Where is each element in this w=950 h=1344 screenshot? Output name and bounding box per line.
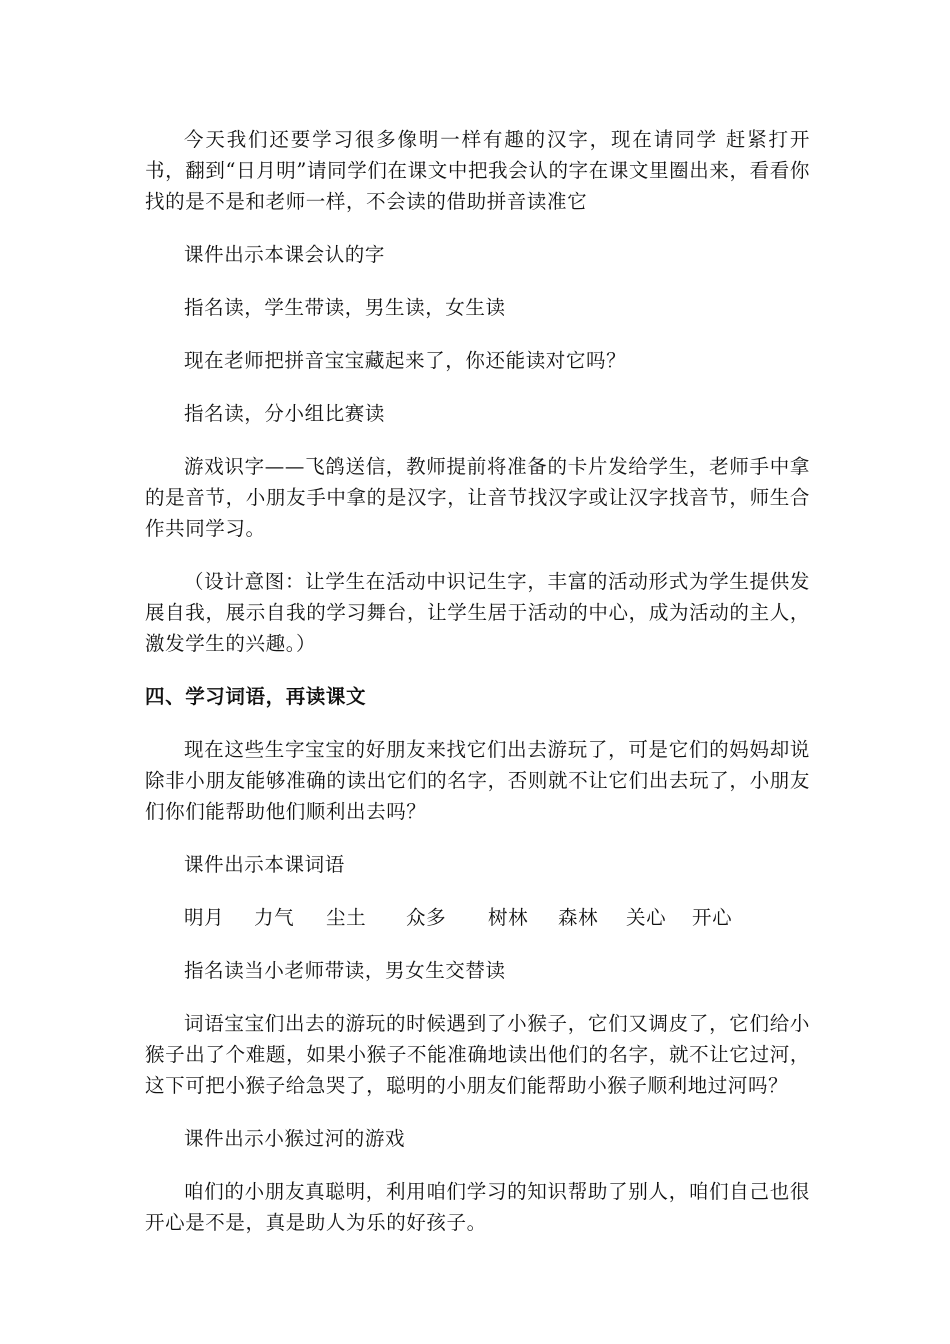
document-page xyxy=(145,124,810,1260)
vocabulary-word: 开心 xyxy=(692,906,733,929)
section-heading-4: 四、学习词语，再读课文 xyxy=(145,685,367,708)
vocabulary-word: 树林 xyxy=(488,906,529,929)
paragraph-game: 游戏识字——飞鸽送信，教师提前将准备的卡片发给学生，老师手中拿的是音节，小朋友手中拿的是汉字，让音节找汉字或让汉字找音节，师生合作共同学习。 xyxy=(145,455,810,540)
paragraph-design-intent: （设计意图：让学生在活动中识记生字，丰富的活动形式为学生提供发展自我，展示自我的学习舞台，让学生居于活动的中心，成为活动的主人，激发学生的兴趣。） xyxy=(145,570,810,655)
vocabulary-word: 关心 xyxy=(626,906,667,929)
vocabulary-word: 明月 xyxy=(184,906,225,929)
vocabulary-word: 森林 xyxy=(558,906,599,929)
paragraph-intro: 今天我们还要学习很多像明一样有趣的汉字，现在请同学 赶紧打开书，翻到“日月明”请同学们在课文中把我会认的字在课文里圈出来，看看你找的是不是和老师一样，不会读的借助拼音读准它 xyxy=(145,128,810,213)
paragraph-alternate-reading: 指名读当小老师带读，男女生交替读 xyxy=(184,959,506,982)
paragraph-conclusion: 咱们的小朋友真聪明，利用咱们学习的知识帮助了别人，咱们自己也很开心是不是，真是助人为乐的好孩子。 xyxy=(145,1180,810,1234)
vocabulary-word: 尘土 xyxy=(326,906,367,929)
paragraph-show-words: 课件出示本课词语 xyxy=(184,853,345,876)
paragraph-show-characters: 课件出示本课会认的字 xyxy=(184,243,386,266)
vocabulary-list xyxy=(145,902,810,933)
paragraph-monkey-game: 课件出示小猴过河的游戏 xyxy=(184,1127,406,1150)
vocabulary-word: 众多 xyxy=(406,906,447,929)
paragraph-hide-pinyin: 现在老师把拼音宝宝藏起来了，你还能读对它吗？ xyxy=(184,349,627,372)
paragraph-monkey-story: 词语宝宝们出去的游玩的时候遇到了小猴子，它们又调皮了，它们给小猴子出了个难题，如果小猴子不能准确地读出他们的名字，就不让它过河，这下可把小猴子给急哭了，聪明的小朋友们能帮助小猴子顺利地过河吗？ xyxy=(145,1012,810,1097)
paragraph-reading-methods: 指名读，学生带读，男生读，女生读 xyxy=(184,296,506,319)
paragraph-group-reading: 指名读，分小组比赛读 xyxy=(184,402,386,425)
paragraph-words-story: 现在这些生字宝宝的好朋友来找它们出去游玩了，可是它们的妈妈却说除非小朋友能够准确的读出它们的名字，否则就不让它们出去玩了，小朋友们你们能帮助他们顺利出去吗？ xyxy=(145,738,810,823)
vocabulary-word: 力气 xyxy=(254,906,295,929)
